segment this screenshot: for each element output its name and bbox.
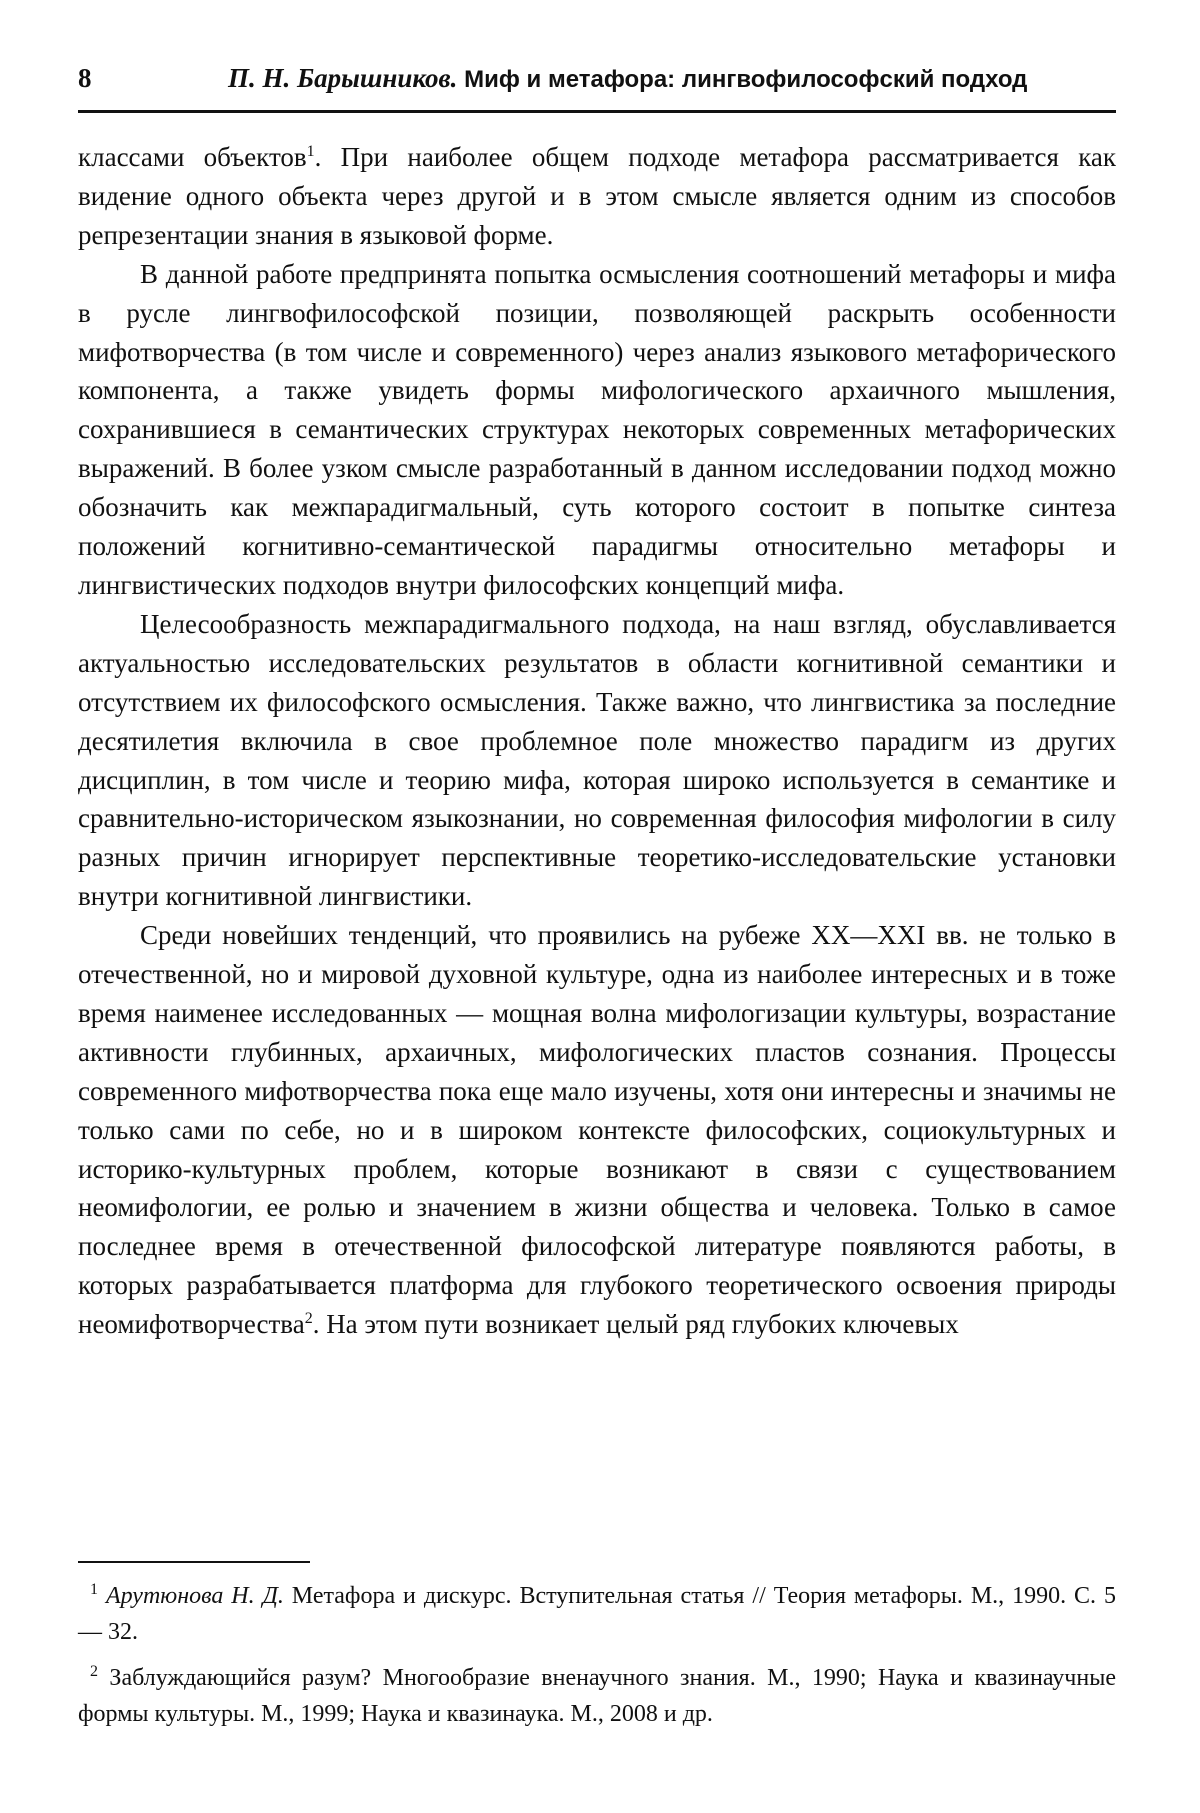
header-author: П. Н. Барышников. bbox=[228, 63, 458, 93]
paragraph-1-rest: . При наиболее общем подходе метафора рассматривается как видение одного объекта через другой и в этом смысле является одним из способов репрезентации знания в языковой форме. bbox=[78, 142, 1116, 250]
running-head bbox=[78, 58, 1116, 98]
paragraph-2: В данной работе предпринята попытка осмысления соотношений метафоры и мифа в русле лингвофилософской позиции, позволяющей раскрыть особенности мифотворчества (в том числе и современного) через анализ языкового метафорического компонента, а также увидеть формы мифологического архаичного мышления, сохранившиеся в семантических структурах некоторых современных метафорических выражений. В более узком смысле разработанный в данном исследовании подход можно обозначить как межпарадигмальный, суть которого состоит в попытке синтеза положений когнитивно-семантической парадигмы относительно метафоры и лингвистических подходов внутри философских концепций мифа. bbox=[78, 258, 1116, 600]
footnotes bbox=[78, 1578, 1116, 1742]
footnote-1-mark: 1 bbox=[90, 1581, 98, 1598]
footnote-rule bbox=[78, 1561, 310, 1563]
paragraph-1 bbox=[78, 138, 1116, 255]
paragraph-4-rest: . На этом пути возникает целый ряд глубоких ключевых bbox=[312, 1309, 959, 1340]
header-rule bbox=[78, 110, 1116, 113]
footnote-ref-1: 1 bbox=[306, 143, 315, 160]
page-number: 8 bbox=[78, 63, 92, 93]
header-book-title: Миф и метафора: лингвофилософский подход bbox=[464, 66, 1028, 93]
paragraph-1-text: классами объектов bbox=[78, 142, 307, 172]
body-text bbox=[78, 138, 1116, 1344]
footnote-ref-2: 2 bbox=[304, 1310, 313, 1328]
footnote-2-mark: 2 bbox=[90, 1663, 98, 1680]
paragraph-3: Целесообразность межпарадигмального подхода, на наш взгляд, обуславливается актуальностью исследовательских результатов в области когнитивной семантики и отсутствием их философского осмысления. Также важно, что лингвистика за последние десятилетия включила в свое проблемное поле множество парадигм из других дисциплин, в том числе и теорию мифа, которая широко используется в семантике и сравнительно-историческом языкознании, но современная философия мифологии в силу разных причин игнорирует перспективные теоретико-исследовательские установки внутри когнитивной лингвистики. bbox=[78, 608, 1116, 912]
footnote-1 bbox=[78, 1578, 1116, 1650]
paragraph-4-text: Среди новейших тенденций, что проявились на рубеже XX—XXI вв. не только в отечественной, но и мировой духовной культуре, одна из наиболее интересных и в тоже время наименее исследованных — мощная волна мифологизации культуры, возрастание активности глубинных, архаичных, мифологических пластов сознания. Процессы современного мифотворчества пока еще мало изучены, хотя они интересны и значимы не только сами по себе, но и в широком контексте философских, социокультурных и историко-культурных проблем, которые возникают в связи с существованием неомифологии, ее ролью и значением в жизни общества и человека. Только в самое последнее время в отечественной философской литературе появляются работы, в которых разрабатывается платформа для глубокого теоретического освоения природы неомифотворчества bbox=[78, 920, 1116, 1340]
footnote-2-text: Заблуждающийся разум? Многообразие вненаучного знания. М., 1990; Наука и квазинаучные формы культуры. М., 1999; Наука и квазинаука. М., 2008 и др. bbox=[78, 1665, 1116, 1727]
footnote-1-author: Арутюнова Н. Д. bbox=[105, 1583, 284, 1609]
footnote-1-text: Метафора и дискурс. Вступительная статья // Теория метафоры. М., 1990. С. 5 — 32. bbox=[78, 1583, 1117, 1645]
paragraph-4 bbox=[78, 916, 1116, 1344]
header-title bbox=[228, 58, 1027, 100]
footnote-2 bbox=[78, 1660, 1116, 1732]
